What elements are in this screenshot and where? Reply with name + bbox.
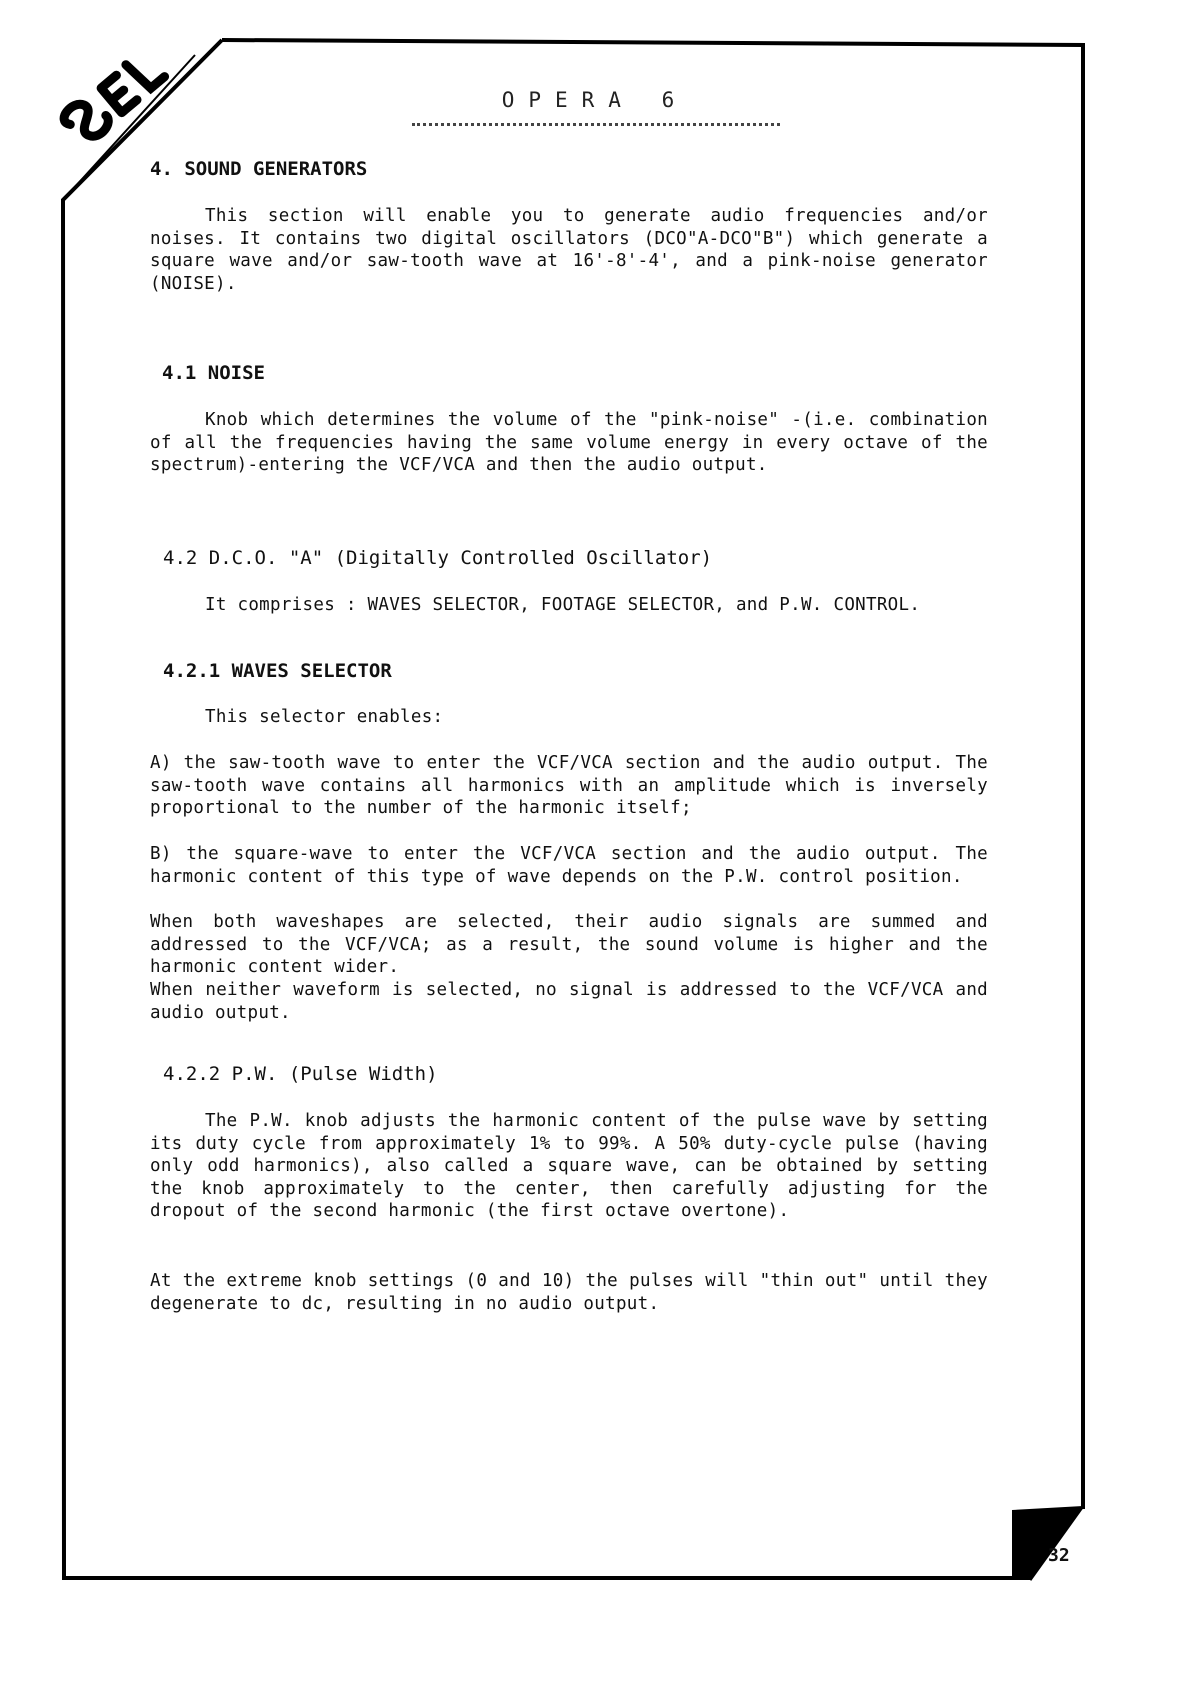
paragraph-noise: Knob which determines the volume of the "pink-noise" -(i.e. combination of all the frequencies having the same volume energy in every octave of the spectrum)-entering the VCF/VCA and then the audio output. xyxy=(150,410,988,475)
heading-sound-generators: 4. SOUND GENERATORS xyxy=(150,158,368,180)
paragraph-dco-a: It comprises : WAVES SELECTOR, FOOTAGE SELECTOR, and P.W. CONTROL. xyxy=(205,595,921,615)
heading-noise: 4.1 NOISE xyxy=(162,362,265,384)
list-item-b: B) the square-wave to enter the VCF/VCA section and the audio output. The harmonic content of this type of wave depends on the P.W. control position. xyxy=(150,844,988,887)
paragraph-extreme-settings: At the extreme knob settings (0 and 10) the pulses will "thin out" until they degenerate to dc, resulting in no audio output. xyxy=(150,1271,988,1314)
page-header-title: OPERA 6 xyxy=(501,88,689,112)
heading-waves-selector: 4.2.1 WAVES SELECTOR xyxy=(163,660,392,682)
corner-triangle xyxy=(1012,1506,1083,1580)
paragraph-sound-generators: This section will enable you to generate audio frequencies and/or noises. It contains two digital oscillators (DCO"A-DCO"B") which generate a square wave and/or saw-tooth wave at 16'-8'-4', and a pink-noise generator (NOISE). xyxy=(150,206,988,294)
header-rule xyxy=(412,123,780,126)
page-number: 32 xyxy=(1048,1545,1070,1566)
paragraph-both-waveshapes: When both waveshapes are selected, their audio signals are summed and addressed to the VCF/VCA; as a result, the sound volume is higher and the harmonic content wider. xyxy=(150,912,988,977)
list-item-a: A) the saw-tooth wave to enter the VCF/VCA section and the audio output. The saw-tooth wave contains all harmonics with an amplitude which is inversely proportional to the number of the harmonic itself; xyxy=(150,753,988,818)
paragraph-neither-waveform: When neither waveform is selected, no signal is addressed to the VCF/VCA and audio output. xyxy=(150,980,988,1023)
heading-dco-a: 4.2 D.C.O. "A" (Digitally Controlled Oscillator) xyxy=(163,547,713,569)
heading-pulse-width: 4.2.2 P.W. (Pulse Width) xyxy=(163,1063,438,1085)
paragraph-waves-intro: This selector enables: xyxy=(205,707,444,727)
paragraph-pulse-width: The P.W. knob adjusts the harmonic content of the pulse wave by setting its duty cycle from approximately 1% to 99%. A 50% duty-cycle pulse (having only odd harmonics), also called a square wave, can be obtained by setting the knob approximately to the center, then carefully adjusting for the dropout of the second harmonic (the first octave overtone). xyxy=(150,1111,988,1221)
